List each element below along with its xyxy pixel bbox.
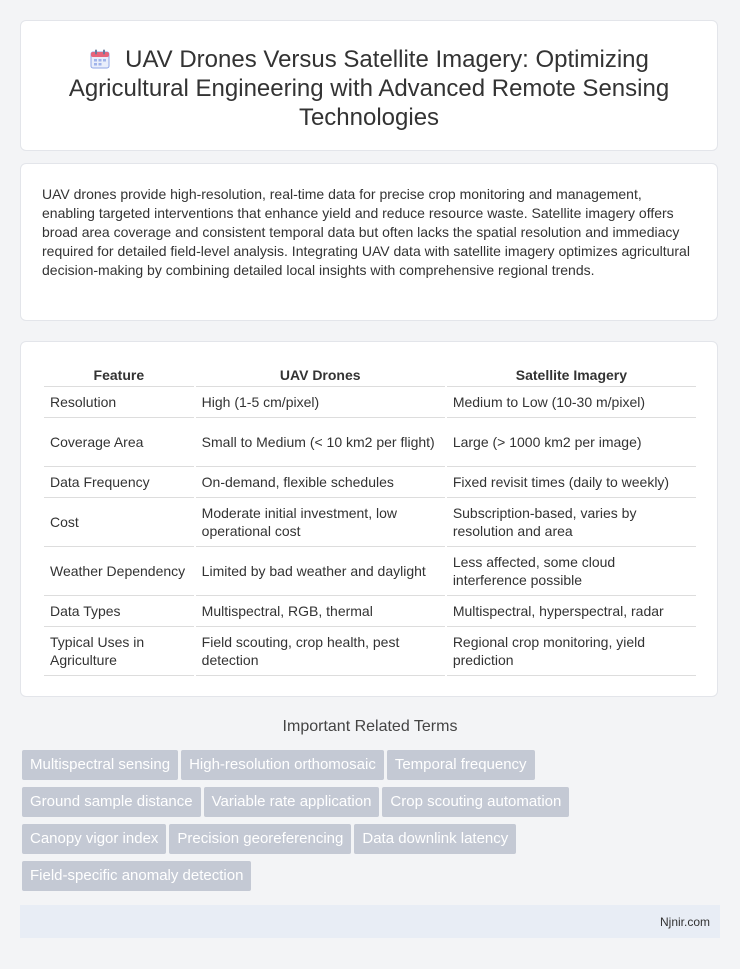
calendar-icon — [89, 48, 111, 70]
table-cell: Data Frequency — [44, 467, 194, 498]
related-terms-title: Important Related Terms — [282, 718, 458, 735]
page-title-text: UAV Drones Versus Satellite Imagery: Optimizing Agricultural Engineering with Advanced Remote Sensing Technologies — [68, 46, 670, 131]
table-cell: Cost — [44, 498, 194, 547]
table-row — [44, 498, 696, 547]
table-row — [44, 387, 696, 418]
title-card — [20, 20, 718, 151]
table-cell: Typical Uses in Agriculture — [44, 627, 194, 676]
related-term-tag[interactable]: Multispectral sensing — [22, 750, 178, 780]
column-header-uav: UAV Drones — [196, 364, 445, 387]
table-cell: Moderate initial investment, low operational cost — [196, 498, 445, 547]
table-cell: Limited by bad weather and daylight — [196, 547, 445, 596]
page-title — [51, 45, 687, 132]
table-cell: Data Types — [44, 596, 194, 627]
footer — [20, 905, 720, 938]
column-header-satellite: Satellite Imagery — [447, 364, 696, 387]
table-cell: Medium to Low (10-30 m/pixel) — [447, 387, 696, 418]
related-term-tag[interactable]: Precision georeferencing — [169, 824, 351, 854]
related-term-tag[interactable]: Canopy vigor index — [22, 824, 166, 854]
table-row — [44, 547, 696, 596]
related-term-tag[interactable]: Crop scouting automation — [382, 787, 569, 817]
table-row — [44, 627, 696, 676]
table-cell: Multispectral, hyperspectral, radar — [447, 596, 696, 627]
table-cell: Less affected, some cloud interference possible — [447, 547, 696, 596]
footer-site-link[interactable]: Njnir.com — [659, 915, 710, 929]
table-header-row — [44, 364, 696, 387]
table-cell: Subscription-based, varies by resolution and area — [447, 498, 696, 547]
table-cell: Resolution — [44, 387, 194, 418]
table-row — [44, 596, 696, 627]
intro-card — [20, 163, 718, 321]
intro-paragraph: UAV drones provide high-resolution, real-time data for precise crop monitoring and management, enabling targeted interventions that enhance yield and reduce resource waste. Satellite imagery offers broad area coverage and consistent temporal data but often lacks the spatial resolution and immediacy required for detailed field-level analysis. Integrating UAV data with satellite imagery optimizes agricultural decision-making by combining detailed local insights with comprehensive regional trends. — [42, 186, 690, 278]
table-cell: Weather Dependency — [44, 547, 194, 596]
related-terms-list — [22, 750, 712, 898]
related-term-tag[interactable]: Ground sample distance — [22, 787, 201, 817]
table-cell: Large (> 1000 km2 per image) — [447, 418, 696, 467]
table-cell: Regional crop monitoring, yield prediction — [447, 627, 696, 676]
table-row — [44, 418, 696, 467]
comparison-table — [42, 364, 698, 676]
related-term-tag[interactable]: Data downlink latency — [354, 824, 516, 854]
table-row — [44, 467, 696, 498]
table-cell: High (1-5 cm/pixel) — [196, 387, 445, 418]
table-cell: Field scouting, crop health, pest detection — [196, 627, 445, 676]
table-cell: Small to Medium (< 10 km2 per flight) — [196, 418, 445, 467]
table-cell: Coverage Area — [44, 418, 194, 467]
related-term-tag[interactable]: Temporal frequency — [387, 750, 535, 780]
table-cell: On-demand, flexible schedules — [196, 467, 445, 498]
table-cell: Multispectral, RGB, thermal — [196, 596, 445, 627]
related-term-tag[interactable]: High-resolution orthomosaic — [181, 750, 384, 780]
related-term-tag[interactable]: Variable rate application — [204, 787, 380, 817]
comparison-card — [20, 341, 718, 697]
related-term-tag[interactable]: Field-specific anomaly detection — [22, 861, 251, 891]
column-header-feature: Feature — [44, 364, 194, 387]
table-cell: Fixed revisit times (daily to weekly) — [447, 467, 696, 498]
